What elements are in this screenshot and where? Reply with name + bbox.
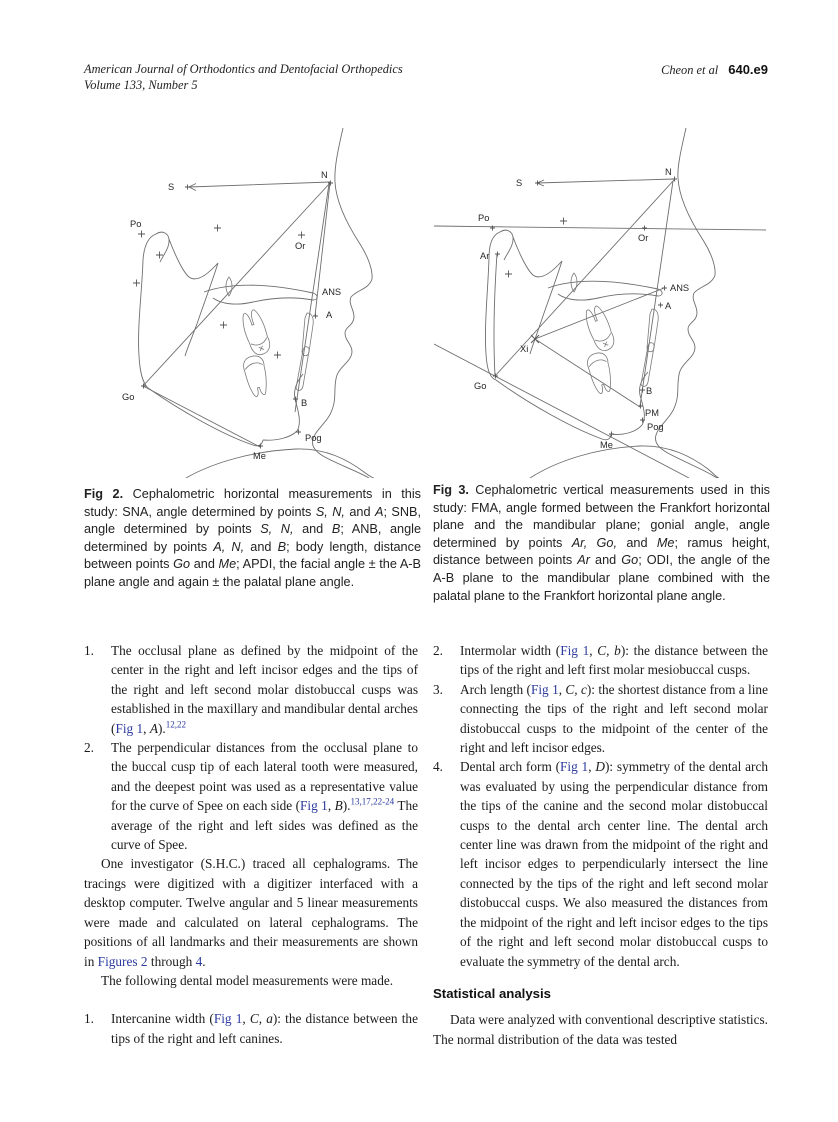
text-segment: The perpendicular distances from the occlusal plane to the buccal cusp tip of each lateral tooth were measured, and the deepest point was used as a representative value for the curve of Spee on each side ( — [111, 740, 418, 814]
citation-link[interactable]: Figures 2 — [97, 953, 148, 969]
text-segment: C, c — [565, 681, 587, 697]
fig3-landmark-ANS: ANS — [670, 283, 690, 293]
text-segment: Ar — [577, 553, 590, 568]
list-text — [111, 1009, 418, 1048]
fig3-landmark-Pog: Pog — [647, 422, 664, 432]
fig3-landmark-N: N — [665, 167, 672, 177]
text-segment: Me — [656, 535, 675, 550]
line-ar-go — [494, 254, 497, 376]
fig3-landmark-Or: Or — [638, 233, 649, 243]
text-segment: and — [344, 504, 375, 519]
text-segment: B — [334, 798, 343, 814]
text-segment: Fig 2. — [84, 487, 133, 501]
text-segment: , — [588, 759, 596, 775]
neck-outline — [186, 449, 374, 478]
text-segment: ): symmetry of the dental arch was evaluated by using the perpendicular distance from the tips of the canine and the second molar distobuccal cusps to the dental arch center line. The dental arch center line was drawn from the midpoint of the right and left incisor edges to perpendicularly intersect the line connected by the tips of the right and left second molar distobuccal cusps. We also measured the distances from the midpoint of the right and left incisor edges to the tips of the right and left second molar distobuccal cusps to evaluate the symmetry of the dental arch. — [460, 759, 768, 969]
list-text — [460, 757, 768, 970]
xi-point-cross — [531, 335, 539, 343]
text-segment: C, b — [597, 643, 621, 658]
lower-incisor — [296, 347, 309, 391]
fig3-landmark-Go: Go — [474, 381, 487, 391]
fig2-landmark-Po: Po — [130, 219, 142, 229]
plus-marks — [505, 218, 567, 278]
text-segment: and — [617, 535, 657, 550]
fig2-landmark-ANS: ANS — [322, 287, 342, 297]
list-item-intercanine-width — [84, 1009, 418, 1048]
ramus-outline — [139, 234, 156, 388]
symphysis-outline — [611, 372, 648, 435]
text-segment: and — [589, 553, 622, 568]
citation-link[interactable]: 13,17,22-24 — [350, 796, 395, 807]
fig3-landmark-PM: PM — [645, 408, 659, 418]
journal-volume: Volume 133, Number 5 — [84, 78, 198, 92]
list-number: 2. — [84, 740, 94, 756]
text-segment: , — [242, 1011, 250, 1027]
journal-title: American Journal of Orthodontics and Dentofacial Orthopedics — [84, 62, 403, 76]
text-segment: , — [589, 643, 598, 658]
fig2-tracing — [86, 128, 406, 478]
text-segment: ; APDI, the facial angle ± the A-B plane angle and again ± the palatal plane angle. — [84, 557, 421, 589]
text-segment: Me — [218, 557, 237, 572]
text-segment: A — [374, 504, 384, 519]
mandible-lower-border — [496, 380, 611, 440]
text-segment: Dental arch form ( — [460, 759, 561, 775]
text-segment: ). — [342, 798, 351, 814]
fig3-landmark-Xi: Xi — [520, 344, 529, 354]
list-text — [460, 680, 768, 758]
list-item-occlusal-plane — [84, 641, 418, 738]
left-column — [84, 641, 418, 1048]
text-segment: ; ODI, the angle of the A-B plane to the mandibular plane combined with the palatal plane to the Frankfort horizontal plane angle. — [433, 553, 770, 603]
text-segment: The average of the right and left sides was defined as the curve of Spee. — [111, 798, 418, 853]
text-segment: Go — [173, 557, 191, 572]
citation-link[interactable]: Fig 1 — [300, 798, 328, 814]
right-column — [433, 641, 768, 1049]
text-segment: and — [293, 522, 332, 537]
line-go-me — [143, 386, 260, 447]
text-segment: through — [147, 953, 196, 969]
fig3-landmark-Ar: Ar — [480, 251, 490, 261]
text-segment: ; ramus height, distance between points — [433, 535, 770, 568]
text-segment: A, N, — [213, 539, 245, 554]
list-text — [111, 738, 418, 854]
text-segment: and — [244, 539, 278, 554]
maxilla-outline — [548, 281, 662, 300]
line-n-b — [640, 181, 673, 406]
text-segment: Intercanine width ( — [111, 1011, 214, 1027]
fig3-svg — [434, 128, 766, 478]
plus-marks — [133, 225, 305, 359]
fig2-landmark-Me: Me — [253, 451, 266, 461]
citation-link[interactable]: Fig 1 — [115, 720, 144, 736]
fig3-landmark-A: A — [665, 301, 672, 311]
citation-link[interactable]: Fig 1 — [560, 643, 590, 658]
list-number: 1. — [84, 643, 94, 658]
landmark-ticks — [141, 181, 333, 449]
text-segment: Cephalometric vertical measurements used in this study: FMA, angle formed between the Frankfort horizontal plane and the mandibular plane; gonial angle, angle determined by points — [433, 483, 770, 550]
text-segment: B — [277, 539, 287, 554]
text-segment: Fig 3. — [433, 483, 476, 497]
text-segment: One investigator (S.H.C.) traced all cephalograms. The tracings were digitized with a digitizer interfaced with a desktop computer. Twelve angular and 5 linear measurements were made and calculated on lateral cephalograms. The positions of all landmarks and their measurements are shown in — [84, 856, 418, 969]
fig3-landmark-S: S — [516, 178, 523, 188]
fig2-landmark-Or: Or — [295, 241, 306, 251]
text-segment: S, N, — [315, 504, 345, 519]
text-segment: Go — [621, 553, 639, 568]
text-segment: ): the distance between the tips of the right and left first molar mesiobuccal cusps. — [460, 643, 769, 678]
page-header-right — [661, 62, 768, 78]
page-header-left — [84, 61, 403, 93]
text-segment: B — [331, 522, 341, 537]
text-segment: The occlusal plane as defined by the midpoint of the center in the right and left incisor edges and the tips of the right and left second molar distobuccal cusps was established in the maxillary and mandibular dental arches ( — [111, 643, 418, 736]
landmark-ticks — [490, 177, 677, 437]
fig3-landmark-Po: Po — [478, 213, 490, 223]
text-segment: , — [327, 798, 335, 814]
list-number: 1. — [84, 1011, 94, 1027]
fig3-tracing — [434, 128, 766, 478]
text-segment: A — [149, 720, 158, 736]
condyle-outline — [500, 230, 513, 260]
citation-link[interactable]: 12,22 — [165, 719, 187, 730]
running-authors: Cheon et al — [661, 63, 719, 77]
citation-link[interactable]: Fig 1 — [213, 1011, 243, 1027]
fig2-caption — [84, 486, 421, 592]
list-item-dental-arch-form — [433, 757, 768, 970]
list-text — [460, 641, 768, 680]
list-item-intermolar-width — [433, 641, 768, 680]
coronoid-outline — [169, 239, 218, 356]
text-segment: ; SNB, angle determined by points — [84, 504, 422, 537]
fig2-landmark-B: B — [301, 398, 308, 408]
text-segment: ): the distance between the tips of the right and left canines. — [111, 1011, 418, 1046]
list-number: 4. — [433, 759, 443, 775]
condyle-outline — [156, 232, 169, 262]
list-item-arch-length — [433, 680, 768, 758]
line-s-n — [537, 179, 674, 186]
text-segment: , — [143, 720, 150, 736]
list-text — [111, 641, 418, 738]
list-number: 2. — [433, 643, 443, 658]
text-segment: C, a — [249, 1011, 273, 1027]
text-segment: and — [190, 557, 219, 572]
line-s-n — [189, 182, 330, 191]
text-segment: Ar, Go, — [571, 535, 618, 550]
upper-molar — [238, 308, 274, 357]
text-segment: ; body length, distance between points — [84, 539, 421, 572]
frankfort-plane-line — [434, 226, 766, 230]
text-segment: ). — [157, 720, 166, 736]
lower-incisor — [641, 343, 654, 387]
upper-molar — [581, 304, 618, 353]
soft-tissue-profile — [312, 128, 372, 478]
citation-link[interactable]: 4 — [195, 953, 203, 969]
text-segment: , — [558, 681, 566, 697]
paragraph-dental-model: The following dental model measurements were made. — [101, 972, 394, 988]
list-number: 3. — [433, 681, 443, 697]
fig2-landmark-S: S — [168, 182, 175, 192]
fig2-landmark-Pog: Pog — [305, 433, 322, 443]
lower-molar — [241, 354, 271, 398]
line-ans-xi-pm — [535, 288, 664, 407]
fig3-caption — [433, 482, 770, 605]
mandible-lower-border — [148, 388, 263, 446]
paragraph-investigator — [84, 854, 418, 970]
text-segment: ; ANB, angle determined by points — [84, 522, 421, 554]
text-segment: Arch length ( — [460, 681, 531, 697]
text-segment: Intermolar width ( — [460, 643, 561, 658]
upper-incisor — [302, 313, 313, 356]
text-segment: ): the shortest distance from a line connecting the tips of the right and left second molar distobuccal cusps to the midpoint of the center of the right and left incisor edges. — [460, 681, 768, 756]
citation-link[interactable]: Fig 1 — [560, 759, 589, 775]
text-segment: S, N, — [260, 522, 294, 537]
text-segment: Cephalometric horizontal measurements in this study: SNA, angle determined by points — [84, 487, 421, 519]
list-item-curve-of-spee — [84, 738, 418, 854]
fig3-landmark-B: B — [646, 386, 653, 396]
fig2-landmark-N: N — [321, 170, 328, 180]
citation-link[interactable]: Fig 1 — [530, 681, 559, 697]
fig2-svg — [86, 128, 406, 478]
text-segment: . — [202, 953, 206, 969]
text-segment: D — [595, 759, 605, 775]
paragraph-statistics: Data were analyzed with conventional descriptive statistics. The normal distribution of the data was tested — [433, 1012, 768, 1047]
fig2-landmark-A: A — [326, 310, 333, 320]
fig3-landmark-Me: Me — [600, 440, 613, 450]
neck-outline — [530, 446, 719, 478]
fig2-landmark-Go: Go — [122, 392, 135, 402]
page-number: 640.e9 — [728, 62, 768, 77]
section-heading-statistical-analysis: Statistical analysis — [433, 985, 552, 1001]
